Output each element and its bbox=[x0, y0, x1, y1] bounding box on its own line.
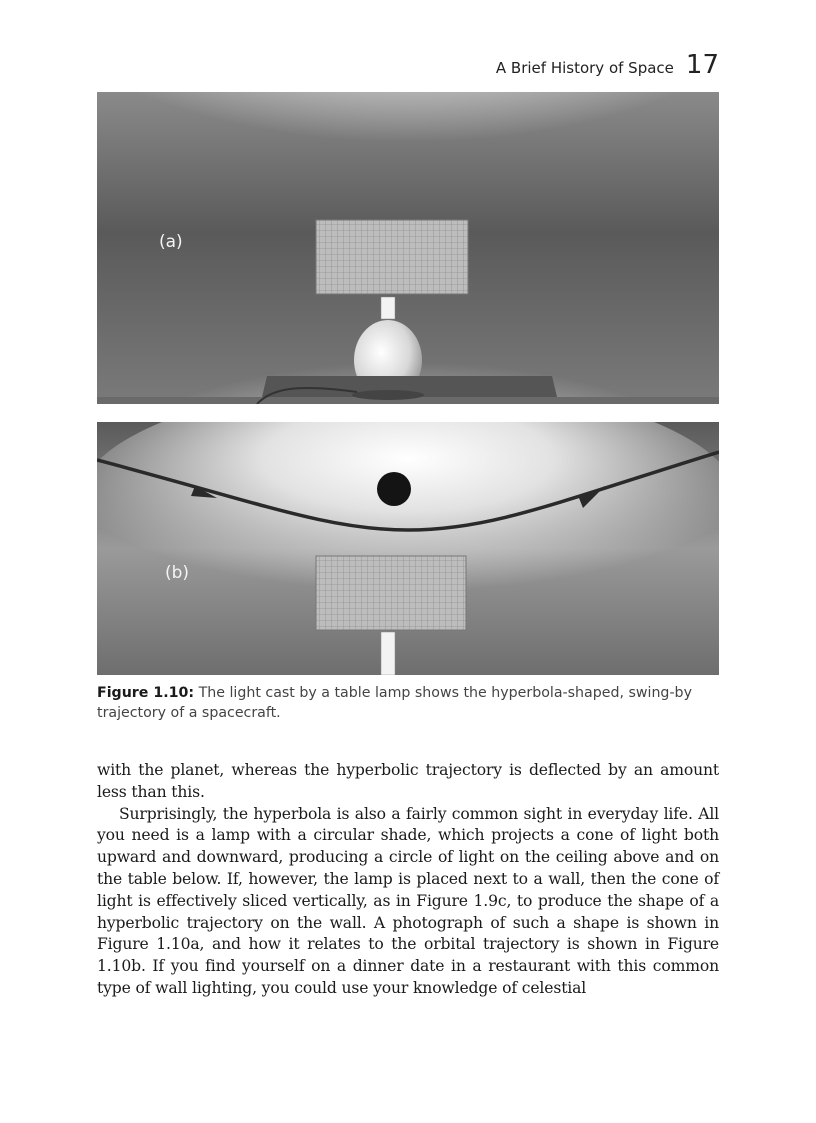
caption-label: Figure 1.10: bbox=[97, 685, 195, 701]
page-number: 17 bbox=[685, 50, 719, 80]
panel-label-a: (a) bbox=[159, 232, 183, 252]
body-text bbox=[97, 760, 719, 1000]
paragraph-1: with the planet, whereas the hyperbolic trajectory is deflected by an amount less than this. bbox=[97, 761, 719, 801]
lamp-photo-a bbox=[97, 92, 719, 404]
figure-photo-a bbox=[97, 92, 719, 404]
panel-label-b: (b) bbox=[165, 563, 190, 583]
lamp-photo-b bbox=[97, 422, 719, 675]
caption-text: The light cast by a table lamp shows the hyperbola-shaped, swing-by trajectory of a spacecraft. bbox=[97, 685, 692, 721]
figure-photo-b bbox=[97, 422, 719, 675]
running-header bbox=[496, 50, 719, 80]
planet-disc bbox=[377, 472, 411, 506]
running-title: A Brief History of Space bbox=[495, 59, 674, 77]
figure-caption bbox=[97, 683, 719, 723]
paragraph-2: Surprisingly, the hyperbola is also a fairly common sight in everyday life. All you need is a lamp with a circular shade, which projects a cone of light both upward and downward, producing a circle of light on the ceiling above and on the table below. If, however, the lamp is placed next to a wall, then the cone of light is effectively sliced vertically, as in Figure 1.9c, to produce the shape of a hyperbolic trajectory on the wall. A photograph of such a shape is shown in Figure 1.10a, and how it relates to the orbital trajectory is shown in Figure 1.10b. If you find yourself on a dinner date in a restaurant with this common type of wall lighting, you could use your knowledge of celestial bbox=[97, 804, 719, 997]
